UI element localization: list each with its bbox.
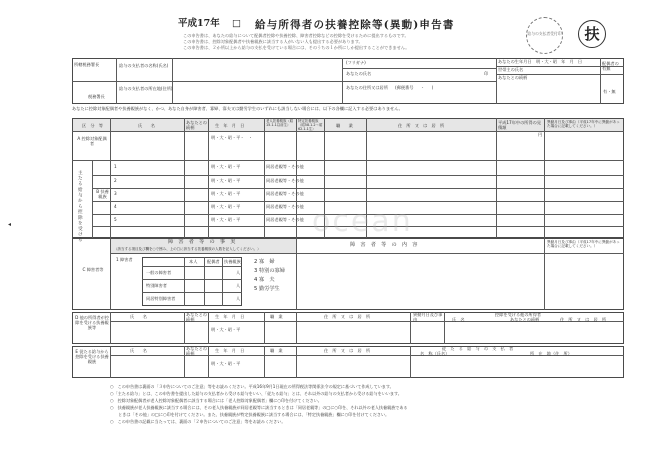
spouse-label: 配偶者の有無 xyxy=(602,61,619,71)
dependent-row-1-num: 1 xyxy=(114,164,117,169)
spouse-row-label: A 控除対象配偶者 xyxy=(77,136,107,146)
postal-label: (郵便番号 - ) xyxy=(395,85,434,90)
head-birth: 生 年 月 日 xyxy=(215,123,245,128)
disability-facts-title: 障 害 者 等 の 事 実 xyxy=(168,239,236,245)
intro-line-3: この申告書は、２か所以上から給与の支払を受けている場合には、そのうちの１か所にしか提出することができません。 xyxy=(183,45,410,50)
unit-special: 人 xyxy=(236,283,241,288)
d-other-address: 住 所 又 は 居 所 xyxy=(560,317,607,322)
secondary-salary-label: E 従たる給与から控除を受ける扶養親族 xyxy=(75,349,109,364)
disability-detail-head: 障 害 者 等 の 内 容 xyxy=(350,242,418,248)
col-spouse: 配偶者 xyxy=(207,259,220,264)
head-category: 区 分 等 xyxy=(82,123,103,128)
dependent-row-4-era[interactable]: 明・大・昭・平 xyxy=(211,204,241,209)
e-head-job: 職 業 xyxy=(270,348,283,353)
item-widower[interactable]: 4 寡 夫 xyxy=(254,277,275,283)
spouse-value[interactable]: 有・無 xyxy=(603,89,616,94)
birth-label: あなたの生年月日 xyxy=(498,59,532,64)
receipt-stamp-label: 給与の支払者受付印 xyxy=(527,31,562,36)
dependent-row-4-parent[interactable]: 同居老親等・その他 xyxy=(266,204,304,209)
handicapped-label: 1 障害者 xyxy=(116,257,133,262)
spouse-era[interactable]: 明・大・昭・平 xyxy=(211,135,241,140)
payer-addr-label: 給与の支払者の所在地(住所) xyxy=(119,86,173,91)
tax-office-suffix: 税務署長 xyxy=(88,94,105,99)
dependent-row-5-era[interactable]: 明・大・昭・平 xyxy=(211,217,241,222)
dependent-row-4-num: 4 xyxy=(114,204,117,209)
note-3: ○ 控除対象配偶者が老人控除対象配偶者に該当する場合には「老人控除対象配偶者」欄に○印を付けてください。 xyxy=(110,398,322,403)
your-name-label: あなたの氏名 xyxy=(346,71,372,76)
office-label: 所轄税務署長 xyxy=(74,62,100,67)
e-head-birth: 生 年 月 日 xyxy=(215,348,245,353)
seal-mark: 印 xyxy=(484,71,489,76)
e-payer-name: 名 称（氏名） xyxy=(420,351,450,356)
dependent-row-1-era[interactable]: 明・大・昭・平 xyxy=(211,164,241,169)
d-other-head: 控除を受ける他の所得者 xyxy=(495,312,542,317)
head-old-parent: 老人扶養親族（昭15.1.1以前生） xyxy=(266,119,294,127)
household-label: 世帯主の氏名 xyxy=(498,67,524,72)
form-title: 給与所得者の扶養控除等(異動)申告書 xyxy=(255,19,455,31)
your-name-field[interactable] xyxy=(407,72,477,80)
unit-general: 人 xyxy=(236,270,241,275)
receipt-stamp-area xyxy=(526,17,563,54)
disability-facts-sub: （該当する項目及び欄を○で囲み、上の□に該当する扶養親族の人数を記入してください。） xyxy=(114,247,261,251)
head-job: 職 業 xyxy=(336,123,353,128)
payer-name-label: 給与の支払者の名称(氏名) xyxy=(119,63,169,68)
d-head-birth: 生 年 月 日 xyxy=(215,314,245,319)
intro-line-1: この申告書は、あなたの給与について配偶者控除や扶養控除、障害者控除などの控除を受けるために提出するものです。 xyxy=(183,33,409,38)
e-head-name: 氏 名 xyxy=(130,348,147,353)
dependent-row-1-parent[interactable]: 同居老親等・その他 xyxy=(266,164,304,169)
note-5: ときは「その他」の□に○印を付けてください。また、扶養親族が特定扶養親族に該当する場合には、「特定扶養親族」欄に○印を付けてください。 xyxy=(110,412,390,417)
dependent-row-5-parent[interactable]: 同居老親等・その他 xyxy=(266,217,304,222)
head-name: 氏 名 xyxy=(138,123,155,128)
birth-value: 明・大・昭 年 月 日 xyxy=(536,59,583,64)
row-special-disabled: 特別障害者 xyxy=(146,283,167,288)
head-change: 異動月日及び事由（平成17年中に異動があった場合に記載してください。） xyxy=(547,120,620,129)
e-payer-head: 従 た る 給 与 の 支 払 者 xyxy=(442,346,514,351)
your-addr-label: あなたの住所又は居所 xyxy=(346,85,388,90)
fu-mark: 扶 xyxy=(578,20,606,48)
left-arrow-icon: ◂ xyxy=(8,221,12,228)
dependent-row-5-num: 5 xyxy=(114,217,117,222)
d-head-name: 氏 名 xyxy=(130,314,147,319)
main-salary-label: 主たる給与から控除を受ける xyxy=(77,170,83,243)
note-1: ○ この申告書は裏面の「３申告についてのご注意」等をお読みください。平成16年9月1日現在の所得税法等関係法令の規定に基づいて作成しています。 xyxy=(110,384,394,389)
disability-change: 異動月日及び事由（平成17年中に異動があった場合に記載してください。） xyxy=(547,240,620,249)
e-head-address: 住 所 又 は 居 所 xyxy=(324,348,371,353)
d-head-relation: あなたとの続柄 xyxy=(186,312,207,322)
d-head-job: 職 業 xyxy=(270,314,283,319)
d-head-change: 異動月日及び事由 xyxy=(413,312,443,322)
head-income: 平成17年中の所得の見積額 xyxy=(498,120,542,130)
yen-unit: 円 xyxy=(538,132,543,137)
head-special: 特定扶養親族（昭58.1.2～昭62.1.1生） xyxy=(298,119,323,131)
dependents-label: B 扶養親族 xyxy=(96,189,109,199)
item-widow[interactable]: 2 寡 婦 xyxy=(254,259,275,265)
dependent-row-3-num: 3 xyxy=(114,191,117,196)
unit-cohabiting: 人 xyxy=(236,296,241,301)
intro-line-2: この申告書は、控除対象配偶者や扶養親族に該当する人がいない人も提出する必要があります。 xyxy=(183,39,363,44)
other-earner-label: D 他の所得者が控除を受ける扶養親族等 xyxy=(75,315,109,330)
item-working-student[interactable]: 5 勤労学生 xyxy=(254,286,280,292)
col-self: 本人 xyxy=(189,259,198,264)
head-address: 住 所 又 は 居 所 xyxy=(398,123,445,128)
relation-label: あなたとの続柄 xyxy=(498,75,528,80)
col-dependents: 扶養親族 xyxy=(224,259,241,264)
head-relation: あなたとの続柄 xyxy=(186,120,207,130)
row-general-disabled: 一般の障害者 xyxy=(146,270,172,275)
e-head-relation: あなたとの続柄 xyxy=(186,346,207,356)
row-cohabiting-disabled: 同居特別障害者 xyxy=(146,296,176,301)
note-6: ○ この申告書の記載に当たっては、裏面の「２申告についてのご注意」等をお読みください。 xyxy=(110,419,286,424)
watermark: ocean xyxy=(312,204,413,239)
d-era[interactable]: 明・大・昭・平 xyxy=(211,327,241,332)
e-era[interactable]: 明・大・昭・平 xyxy=(211,361,241,366)
disability-label: C 障害者等 xyxy=(82,267,104,272)
note-4: ○ 扶養親族が老人扶養親族に該当する場合には、その老人扶養親族が同居老親等に該当するときは「同居老親等」の□に○印を、それ以外の老人扶養親族である xyxy=(110,405,408,410)
note-2: ○「主たる給与」とは、この申告書を提出した給与の支払者から受ける給与をいい、「従たる給与」とは、それ以外の給与の支払者から受ける給与をいいます。 xyxy=(110,391,402,396)
dependent-row-3-parent[interactable]: 同居老親等・その他 xyxy=(266,191,304,196)
d-other-name: 氏 名 xyxy=(452,317,465,322)
dependent-row-3-era[interactable]: 明・大・昭・平 xyxy=(211,191,241,196)
furigana-label: (フリガナ) xyxy=(346,60,366,65)
dependent-row-2-num: 2 xyxy=(114,178,117,183)
instruction-text: あなたに控除対象配偶者や扶養親族がなく、かつ、あなた自身が障害者、寡婦、寡夫又は勤労学生のいずれにも該当しない場合には、以下の各欄に記入する必要はありません。 xyxy=(72,106,403,111)
spouse-date: ・ ・ xyxy=(240,135,253,140)
era-year: 平成17年 xyxy=(178,18,220,29)
d-head-address: 住 所 又 は 居 所 xyxy=(324,314,371,319)
d-other-relation: あなたとの続柄 xyxy=(510,317,540,322)
era-mark: □ xyxy=(232,18,241,29)
item-special-widow[interactable]: 3 特別の寡婦 xyxy=(254,268,285,274)
e-payer-addr: 所 在 地（住 所） xyxy=(530,351,572,356)
dependent-row-2-era[interactable]: 明・大・昭・平 xyxy=(211,178,241,183)
payer-addr-field[interactable] xyxy=(174,85,340,102)
dependent-row-2-parent[interactable]: 同居老親等・その他 xyxy=(266,178,304,183)
payer-name-field[interactable] xyxy=(174,64,340,79)
